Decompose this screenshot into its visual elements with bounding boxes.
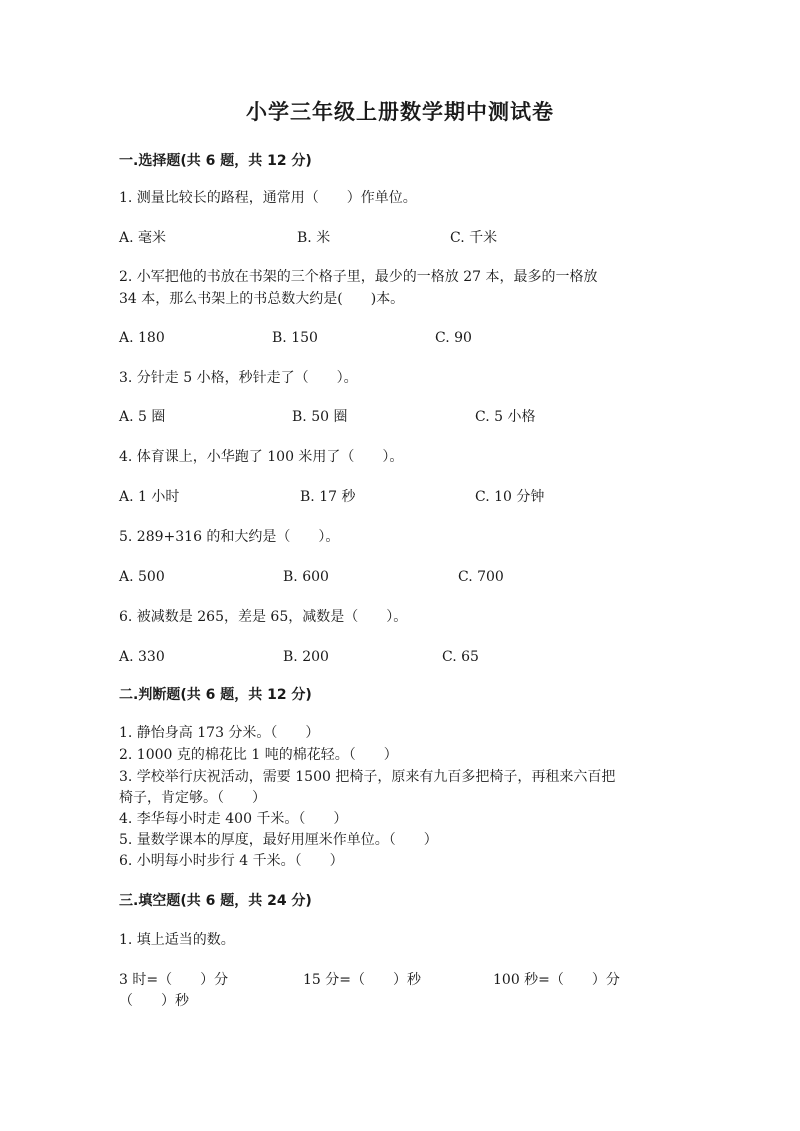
section-heading-fill: 三.填空题(共 6 题，共 24 分) [119,893,312,909]
choice-4-option-a: A. 1 小时 [119,489,180,505]
fill-item-hours-to-minutes: 3 时=（ ）分 [119,972,229,988]
choice-4-option-b: B. 17 秒 [300,489,356,505]
choice-2-option-b: B. 150 [272,330,318,346]
fill-item-minutes-to-seconds: 15 分=（ ）秒 [303,972,421,988]
choice-question-2-line-2: 34 本，那么书架上的书总数大约是( )本。 [119,291,405,307]
judge-item-2: 2. 1000 克的棉花比 1 吨的棉花轻。（ ） [119,747,398,763]
choice-question-5: 5. 289+316 的和大约是（ ）。 [119,529,340,545]
judge-item-3-line-1: 3. 学校举行庆祝活动，需要 1500 把椅子，原来有九百多把椅子，再租来六百把 [119,769,616,785]
choice-question-6: 6. 被减数是 265，差是 65，减数是（ ）。 [119,609,408,625]
choice-1-option-b: B. 米 [297,230,331,246]
choice-2-option-a: A. 180 [119,330,165,346]
choice-2-option-c: C. 90 [435,330,472,346]
judge-item-1: 1. 静怡身高 173 分米。（ ） [119,725,320,741]
choice-question-1: 1. 测量比较长的路程，通常用（ ）作单位。 [119,190,417,206]
choice-question-3: 3. 分针走 5 小格，秒针走了（ ）。 [119,370,358,386]
choice-question-2-line-1: 2. 小军把他的书放在书架的三个格子里，最少的一格放 27 本，最多的一格放 [119,269,598,285]
choice-6-option-c: C. 65 [442,649,479,665]
choice-question-4: 4. 体育课上，小华跑了 100 米用了（ ）。 [119,449,404,465]
section-heading-choice: 一.选择题(共 6 题，共 12 分) [119,153,312,169]
fill-item-seconds-to-minutes: 100 秒=（ ）分 [493,972,620,988]
choice-5-option-b: B. 600 [283,569,329,585]
judge-item-5: 5. 量数学课本的厚度，最好用厘米作单位。（ ） [119,832,438,848]
choice-5-option-a: A. 500 [119,569,165,585]
choice-1-option-c: C. 千米 [450,230,498,246]
choice-3-option-b: B. 50 圈 [292,409,348,425]
choice-3-option-c: C. 5 小格 [475,409,536,425]
section-heading-judge: 二.判断题(共 6 题，共 12 分) [119,687,312,703]
judge-item-3-line-2: 椅子，肯定够。（ ） [119,790,266,806]
choice-6-option-b: B. 200 [283,649,329,665]
choice-6-option-a: A. 330 [119,649,165,665]
fill-item-seconds-remainder: （ ）秒 [119,993,189,1009]
choice-1-option-a: A. 毫米 [119,230,167,246]
choice-3-option-a: A. 5 圈 [119,409,166,425]
choice-4-option-c: C. 10 分钟 [475,489,545,505]
choice-5-option-c: C. 700 [458,569,504,585]
judge-item-6: 6. 小明每小时步行 4 千米。（ ） [119,853,344,869]
judge-item-4: 4. 李华每小时走 400 千米。（ ） [119,811,348,827]
fill-question-1: 1. 填上适当的数。 [119,932,235,948]
page-title: 小学三年级上册数学期中测试卷 [246,99,554,124]
